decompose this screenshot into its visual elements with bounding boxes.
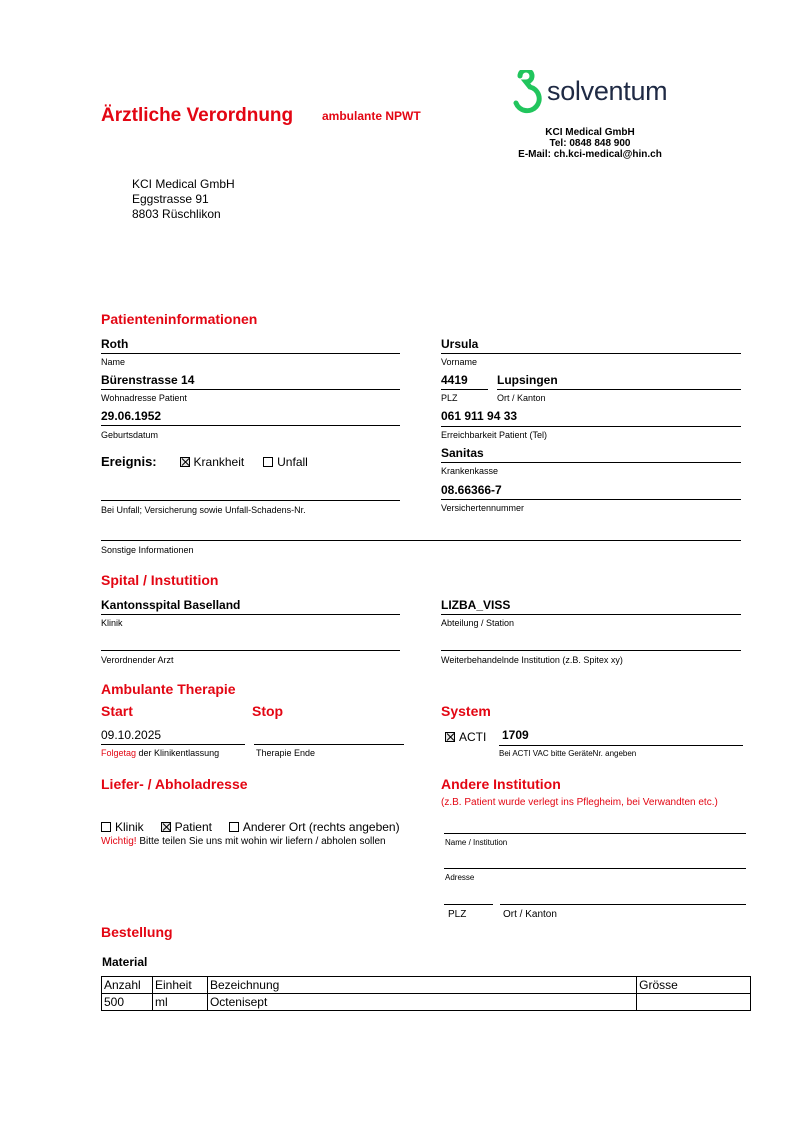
patient-birthdate-label: Geburtsdatum: [101, 430, 159, 440]
address-line: KCI Medical GmbH: [132, 177, 235, 191]
system-number[interactable]: 1709: [502, 728, 529, 742]
option-other-location: Anderer Ort (rechts angeben): [242, 820, 400, 834]
patient-vorname-label: Vorname: [441, 357, 478, 367]
field-line: [444, 904, 493, 905]
option-krankheit: Krankheit: [193, 455, 245, 469]
patient-ort-label: Ort / Kanton: [497, 393, 546, 403]
other-name-label: Name / Institution: [445, 838, 508, 847]
patient-insurer-label: Krankenkasse: [441, 466, 499, 476]
field-line: [441, 499, 741, 500]
patient-birthdate-value[interactable]: 29.06.1952: [101, 409, 162, 423]
hospital-clinic-value[interactable]: Kantonsspital Baselland: [101, 598, 241, 612]
therapy-start-label: Start: [101, 703, 133, 719]
field-line: [254, 744, 404, 745]
field-line: [101, 540, 741, 541]
patient-insurer-value[interactable]: Sanitas: [441, 446, 484, 460]
delivery-note-red: Wichtig!: [101, 836, 137, 847]
therapy-start-note-red: Folgetag: [101, 748, 137, 758]
field-line: [444, 833, 746, 834]
table-row: [102, 994, 751, 1011]
patient-phone-label: Erreichbarkeit Patient (Tel): [441, 430, 548, 440]
section-order: Bestellung: [101, 924, 173, 940]
section-patient: Patienteninformationen: [101, 311, 258, 327]
field-line: [101, 650, 400, 651]
system-note: Bei ACTI VAC bitte GeräteNr. angeben: [499, 749, 637, 758]
checkbox-patient[interactable]: [161, 822, 171, 832]
cell-groesse[interactable]: [637, 994, 751, 1011]
col-header-groesse: Grösse: [637, 977, 751, 994]
solventum-logo-icon: [508, 70, 548, 118]
col-header-bezeichnung: Bezeichnung: [207, 977, 636, 994]
patient-name-label: Name: [101, 357, 126, 367]
recipient-address: [132, 177, 235, 222]
hospital-followup-label: Weiterbehandelnde Institution (z.B. Spitex xy): [441, 655, 623, 665]
therapy-start-note: [101, 748, 219, 758]
patient-insured-no-label: Versichertennummer: [441, 503, 525, 513]
checkbox-acti[interactable]: [445, 732, 455, 742]
field-line: [441, 389, 488, 390]
material-table: [101, 976, 751, 1011]
patient-vorname-value[interactable]: Ursula: [441, 337, 479, 351]
therapy-start-date[interactable]: 09.10.2025: [101, 728, 162, 742]
col-header-einheit: Einheit: [152, 977, 207, 994]
contact-phone: Tel: 0848 848 900: [549, 138, 631, 149]
section-hospital: Spital / Instutition: [101, 572, 219, 588]
checkbox-klinik[interactable]: [101, 822, 111, 832]
patient-plz-value[interactable]: 4419: [441, 373, 468, 387]
address-line: 8803 Rüschlikon: [132, 207, 221, 221]
col-header-anzahl: Anzahl: [102, 977, 153, 994]
section-therapy: Ambulante Therapie: [101, 681, 236, 697]
checkbox-unfall[interactable]: [263, 457, 273, 467]
hospital-clinic-label: Klinik: [101, 618, 123, 628]
delivery-note: [101, 836, 386, 847]
hospital-station-value[interactable]: LIZBA_VISS: [441, 598, 511, 612]
checkbox-krankheit[interactable]: [180, 457, 190, 467]
hospital-station-label: Abteilung / Station: [441, 618, 515, 628]
page-subtitle: ambulante NPWT: [322, 109, 421, 123]
field-line: [500, 904, 746, 905]
other-address-label: Adresse: [445, 873, 475, 882]
field-line: [441, 426, 741, 427]
other-institution-hint: (z.B. Patient wurde verlegt ins Pflegheim, bei Verwandten etc.): [441, 797, 718, 808]
option-unfall: Unfall: [277, 455, 308, 469]
patient-street-value[interactable]: Bürenstrasse 14: [101, 373, 195, 387]
field-line: [441, 462, 741, 463]
therapy-system-label: System: [441, 703, 491, 719]
field-line: [441, 614, 741, 615]
contact-email: E-Mail: ch.kci-medical@hin.ch: [518, 149, 662, 160]
field-line: [101, 425, 400, 426]
delivery-note-text: Bitte teilen Sie uns mit wohin wir liefern / abholen sollen: [139, 836, 386, 847]
field-line: [101, 500, 400, 501]
event-label: Ereignis:: [101, 454, 157, 469]
field-line: [101, 353, 400, 354]
cell-einheit[interactable]: ml: [152, 994, 207, 1011]
patient-plz-label: PLZ: [441, 393, 458, 403]
field-line: [101, 614, 400, 615]
accident-label: Bei Unfall; Versicherung sowie Unfall-Schadens-Nr.: [101, 505, 306, 515]
field-line: [101, 389, 400, 390]
cell-anzahl[interactable]: 500: [102, 994, 153, 1011]
field-line: [441, 650, 741, 651]
option-klinik: Klinik: [115, 820, 144, 834]
option-patient: Patient: [174, 820, 212, 834]
field-line: [101, 744, 245, 745]
event-row: [101, 453, 308, 471]
address-line: Eggstrasse 91: [132, 192, 209, 206]
patient-ort-value[interactable]: Lupsingen: [497, 373, 558, 387]
contact-block: [510, 127, 670, 160]
system-row: [445, 728, 486, 746]
page-title: Ärztliche Verordnung: [101, 105, 294, 126]
therapy-stop-note: Therapie Ende: [256, 748, 316, 758]
other-plz-label: PLZ: [448, 909, 467, 920]
logo-text: solventum: [547, 76, 668, 106]
table-header-row: [102, 977, 751, 994]
other-info-label: Sonstige Informationen: [101, 545, 194, 555]
delivery-options: [101, 818, 400, 836]
hospital-doctor-label: Verordnender Arzt: [101, 655, 174, 665]
material-label: Material: [102, 955, 148, 969]
patient-phone-value[interactable]: 061 911 94 33: [441, 409, 518, 423]
patient-street-label: Wohnadresse Patient: [101, 393, 187, 403]
patient-name-value[interactable]: Roth: [101, 337, 129, 351]
contact-company: KCI Medical GmbH: [545, 127, 635, 138]
section-other-institution: Andere Institution: [441, 776, 561, 792]
patient-insured-no-value[interactable]: 08.66366-7: [441, 483, 502, 497]
field-line: [441, 353, 741, 354]
option-acti: ACTI: [459, 730, 487, 744]
field-line: [444, 868, 746, 869]
other-ort-label: Ort / Kanton: [503, 909, 557, 920]
therapy-stop-label: Stop: [252, 703, 284, 719]
cell-bezeichnung[interactable]: Octenisept: [207, 994, 636, 1011]
field-line: [499, 745, 743, 746]
checkbox-other-location[interactable]: [229, 822, 239, 832]
section-delivery: Liefer- / Abholadresse: [101, 776, 248, 792]
therapy-start-note-text: der Klinikentlassung: [138, 748, 220, 758]
field-line: [497, 389, 741, 390]
